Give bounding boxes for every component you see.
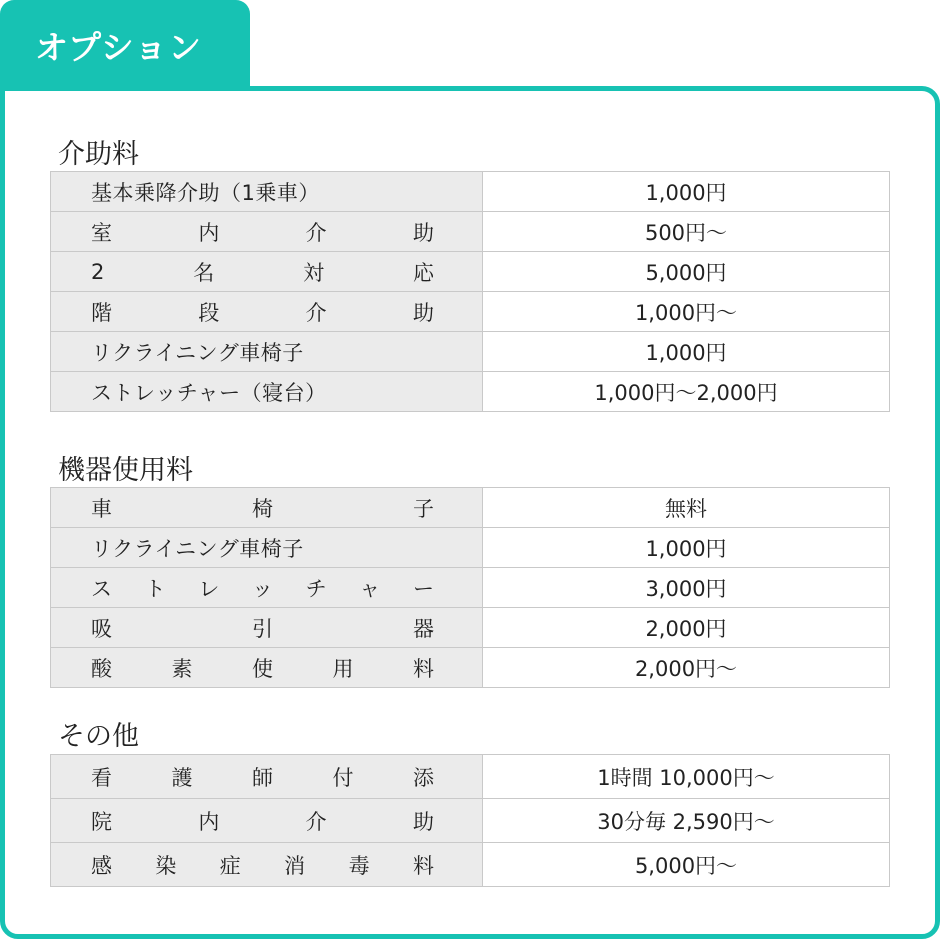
table-row xyxy=(51,252,890,292)
option-name xyxy=(91,653,434,683)
option-name xyxy=(91,806,434,836)
option-name-char: 助 xyxy=(412,300,434,325)
option-name-char: 子 xyxy=(413,496,434,521)
option-name xyxy=(91,613,434,643)
option-name-char: ー xyxy=(412,576,434,601)
option-name-char: 吸 xyxy=(91,616,112,641)
option-name-char: 椅 xyxy=(252,496,273,521)
option-name-char: 2 xyxy=(91,259,105,284)
option-price: 1,000円 xyxy=(483,172,890,212)
option-name xyxy=(91,762,434,792)
option-name-char: 院 xyxy=(91,809,112,834)
option-name-char: 料 xyxy=(412,853,434,878)
table-row xyxy=(51,488,890,528)
option-price: 無料 xyxy=(483,488,890,528)
option-price: 1,000円 xyxy=(483,528,890,568)
option-name: リクライニング車椅子 xyxy=(91,340,304,365)
option-name-char: 素 xyxy=(171,656,193,681)
assistance-fee-table xyxy=(50,171,890,412)
option-name-char: 介 xyxy=(305,300,327,325)
option-name-char: 酸 xyxy=(91,656,112,681)
table-row xyxy=(51,843,890,887)
equipment-fee-table xyxy=(50,487,890,688)
table-row xyxy=(51,568,890,608)
option-name-char: 介 xyxy=(305,809,327,834)
option-name-char: 引 xyxy=(252,616,273,641)
option-name xyxy=(91,297,434,327)
table-row xyxy=(51,212,890,252)
option-name-char: 室 xyxy=(91,220,112,245)
section-title-assistance-fee: 介助料 xyxy=(58,139,139,170)
option-price: 2,000円〜 xyxy=(483,648,890,688)
table-row xyxy=(51,755,890,799)
table-row xyxy=(51,608,890,648)
option-price: 5,000円〜 xyxy=(483,843,890,887)
section-title-equipment-fee: 機器使用料 xyxy=(58,455,193,486)
option-name xyxy=(91,850,434,880)
option-price: 1時間 10,000円〜 xyxy=(483,755,890,799)
option-name: ストレッチャー（寝台） xyxy=(91,380,327,405)
option-price: 1,000円〜2,000円 xyxy=(483,372,890,412)
option-name-char: 毒 xyxy=(348,853,370,878)
option-name-char: 護 xyxy=(171,765,193,790)
table-row xyxy=(51,799,890,843)
option-name-char: 使 xyxy=(252,656,273,681)
option-name: 基本乗降介助（1乗車） xyxy=(91,180,320,205)
option-name-char: ト xyxy=(144,576,166,601)
option-name-char: 消 xyxy=(284,853,306,878)
option-name-char: 症 xyxy=(219,853,241,878)
option-price: 2,000円 xyxy=(483,608,890,648)
option-price: 500円〜 xyxy=(483,212,890,252)
other-fee-table xyxy=(50,754,890,887)
option-name-char: 名 xyxy=(193,260,215,285)
option-name-char: 料 xyxy=(413,656,434,681)
option-name-char: 内 xyxy=(198,220,220,245)
table-row xyxy=(51,648,890,688)
option-name-char: 介 xyxy=(305,220,327,245)
option-name xyxy=(91,573,434,603)
option-name-char: 染 xyxy=(155,853,177,878)
option-name-char: 対 xyxy=(303,260,325,285)
option-name-char: 階 xyxy=(91,300,112,325)
option-price: 1,000円 xyxy=(483,332,890,372)
option-name-char: ャ xyxy=(359,576,381,601)
option-name-char: 内 xyxy=(198,809,220,834)
table-row xyxy=(51,372,890,412)
option-name-char: 看 xyxy=(91,765,112,790)
options-tab xyxy=(0,0,250,92)
option-name xyxy=(91,257,434,287)
option-name-char: 助 xyxy=(412,809,434,834)
section-title-other: その他 xyxy=(58,721,139,752)
option-name xyxy=(91,493,434,523)
option-price: 1,000円〜 xyxy=(483,292,890,332)
options-title: オプション xyxy=(35,28,203,67)
option-name: リクライニング車椅子 xyxy=(91,536,304,561)
option-name-char: 用 xyxy=(332,656,354,681)
option-price: 30分毎 2,590円〜 xyxy=(483,799,890,843)
option-name-char: ス xyxy=(91,576,112,601)
table-row xyxy=(51,528,890,568)
option-name-char: レ xyxy=(198,576,220,601)
option-name-char: 感 xyxy=(91,853,112,878)
option-name-char: チ xyxy=(305,576,327,601)
option-name-char: 器 xyxy=(413,616,434,641)
option-name-char: 助 xyxy=(412,220,434,245)
option-name-char: 段 xyxy=(198,300,220,325)
table-row xyxy=(51,172,890,212)
table-row xyxy=(51,332,890,372)
option-price: 3,000円 xyxy=(483,568,890,608)
option-name-char: 車 xyxy=(91,496,112,521)
option-price: 5,000円 xyxy=(483,252,890,292)
option-name-char: 応 xyxy=(413,260,434,285)
option-name-char: 添 xyxy=(413,765,434,790)
option-name xyxy=(91,217,434,247)
table-row xyxy=(51,292,890,332)
option-name-char: ッ xyxy=(251,576,273,601)
option-name-char: 付 xyxy=(332,765,354,790)
option-name-char: 師 xyxy=(252,765,273,790)
